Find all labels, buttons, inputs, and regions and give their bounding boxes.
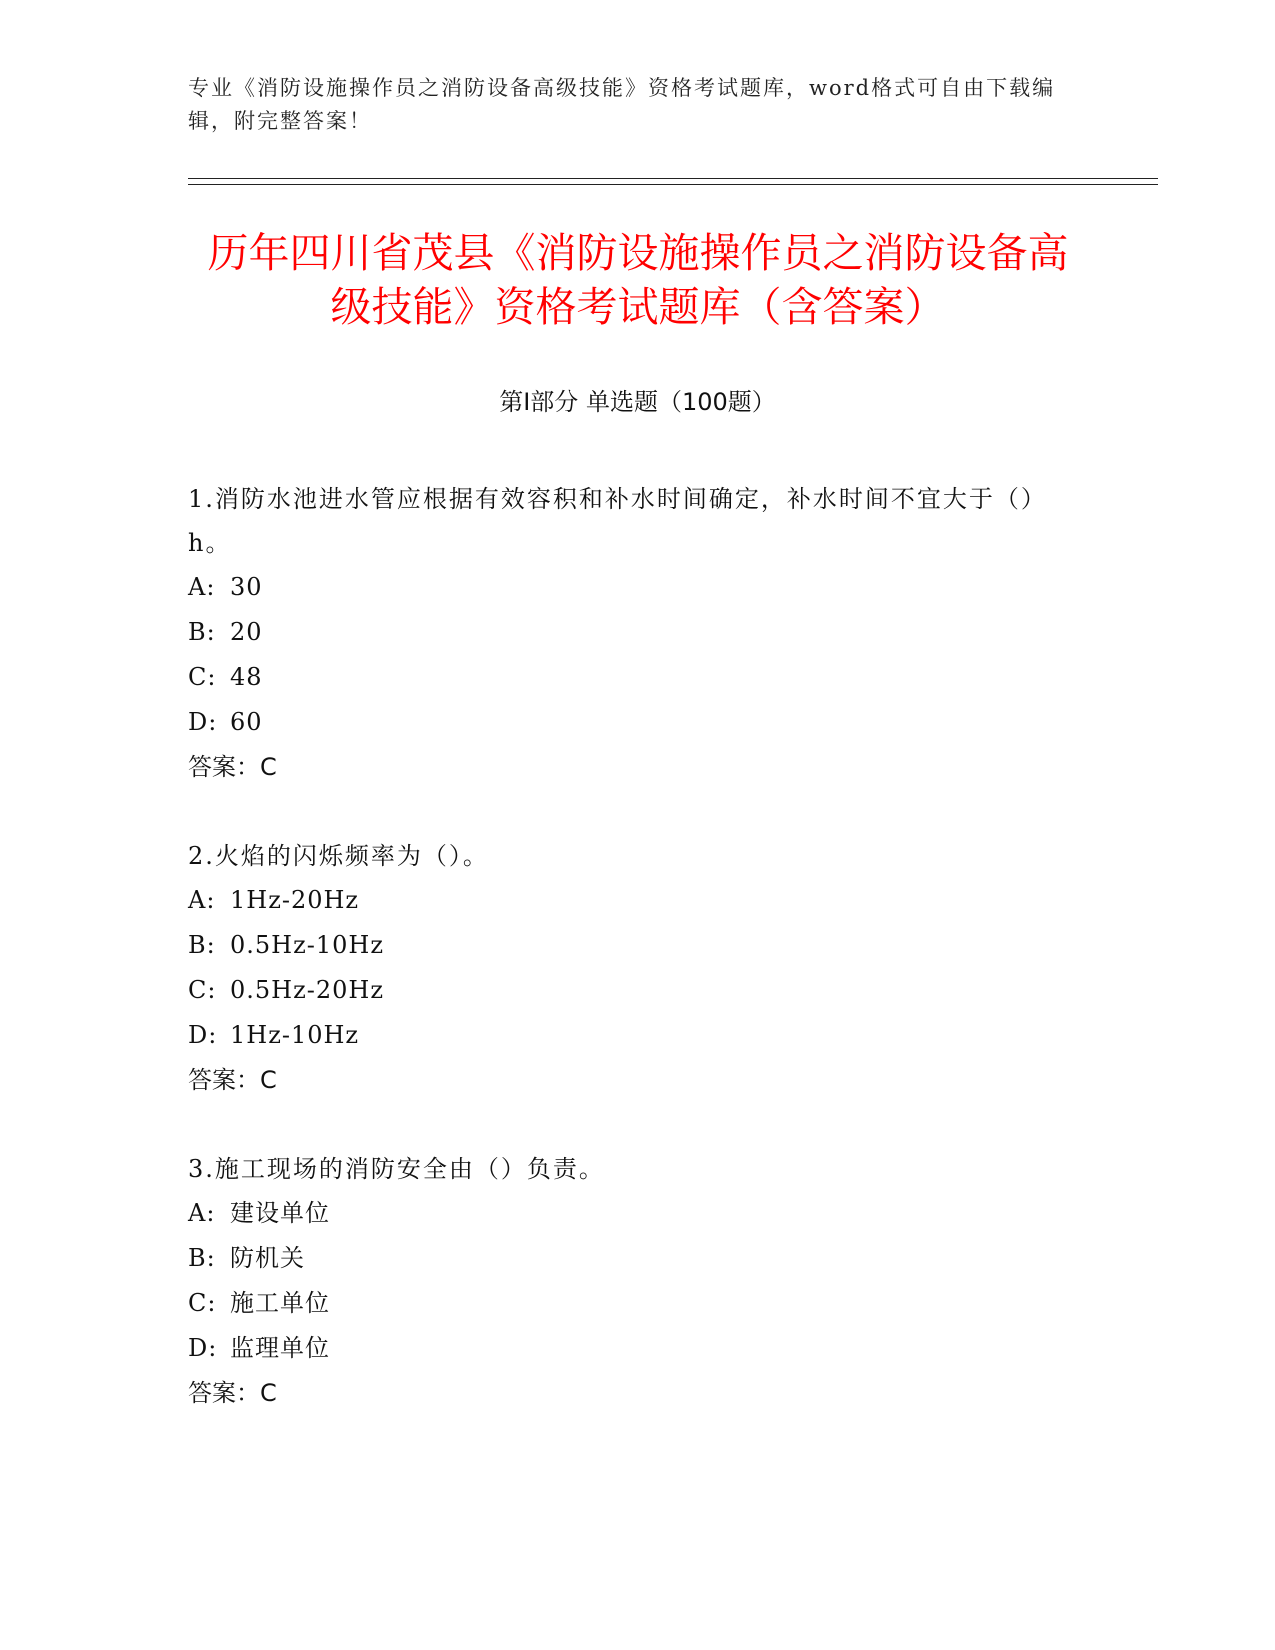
option-key: D: <box>188 708 218 736</box>
question-text: 1.消防水池进水管应根据有效容积和补水时间确定，补水时间不宜大于（）h。 <box>188 485 1047 557</box>
section-title: 第Ⅰ部分 单选题（100题） <box>499 388 776 416</box>
question-text: 2.火焰的闪烁频率为（）。 <box>188 842 489 870</box>
answer-text: 答案：C <box>188 1379 277 1407</box>
question-1 <box>188 477 1068 790</box>
option-d <box>188 700 1068 745</box>
option-b <box>188 610 1068 655</box>
option-text: 60 <box>230 708 263 736</box>
option-text: 防机关 <box>230 1244 305 1272</box>
option-key: B: <box>188 618 216 646</box>
question-3 <box>188 1147 1068 1416</box>
option-d <box>188 1326 1068 1371</box>
option-text: 0.5Hz-10Hz <box>230 931 384 959</box>
option-key: C: <box>188 976 217 1004</box>
intro-text: 专业《消防设施操作员之消防设备高级技能》资格考试题库，word格式可自由下载编辑，附完整答案！ <box>188 76 1056 133</box>
option-text: 1Hz-10Hz <box>230 1021 360 1049</box>
option-text: 48 <box>230 663 263 691</box>
option-c <box>188 968 1068 1013</box>
option-key: A: <box>188 573 216 601</box>
option-key: B: <box>188 931 216 959</box>
header-divider-top <box>188 178 1158 179</box>
option-key: C: <box>188 1289 217 1317</box>
question-spacer <box>188 790 1068 834</box>
option-a <box>188 1191 1068 1236</box>
option-d <box>188 1013 1068 1058</box>
option-c <box>188 1281 1068 1326</box>
option-key: B: <box>188 1244 216 1272</box>
option-key: A: <box>188 886 216 914</box>
answer-text: 答案：C <box>188 753 277 781</box>
question-2 <box>188 834 1068 1103</box>
question-text: 3.施工现场的消防安全由（）负责。 <box>188 1155 605 1183</box>
question-list <box>188 477 1068 1416</box>
header-divider-bottom <box>188 184 1158 185</box>
option-a <box>188 565 1068 610</box>
option-key: A: <box>188 1199 216 1227</box>
option-text: 施工单位 <box>230 1289 330 1317</box>
option-text: 20 <box>230 618 263 646</box>
option-b <box>188 1236 1068 1281</box>
option-text: 30 <box>230 573 263 601</box>
option-text: 建设单位 <box>230 1199 330 1227</box>
document-title: 历年四川省茂县《消防设施操作员之消防设备高级技能》资格考试题库（含答案） <box>207 229 1069 331</box>
option-c <box>188 655 1068 700</box>
option-b <box>188 923 1068 968</box>
option-text: 0.5Hz-20Hz <box>230 976 384 1004</box>
option-key: C: <box>188 663 217 691</box>
option-key: D: <box>188 1021 218 1049</box>
option-key: D: <box>188 1334 218 1362</box>
answer-text: 答案：C <box>188 1066 277 1094</box>
option-text: 监理单位 <box>230 1334 330 1362</box>
option-a <box>188 878 1068 923</box>
question-spacer <box>188 1103 1068 1147</box>
option-text: 1Hz-20Hz <box>230 886 360 914</box>
